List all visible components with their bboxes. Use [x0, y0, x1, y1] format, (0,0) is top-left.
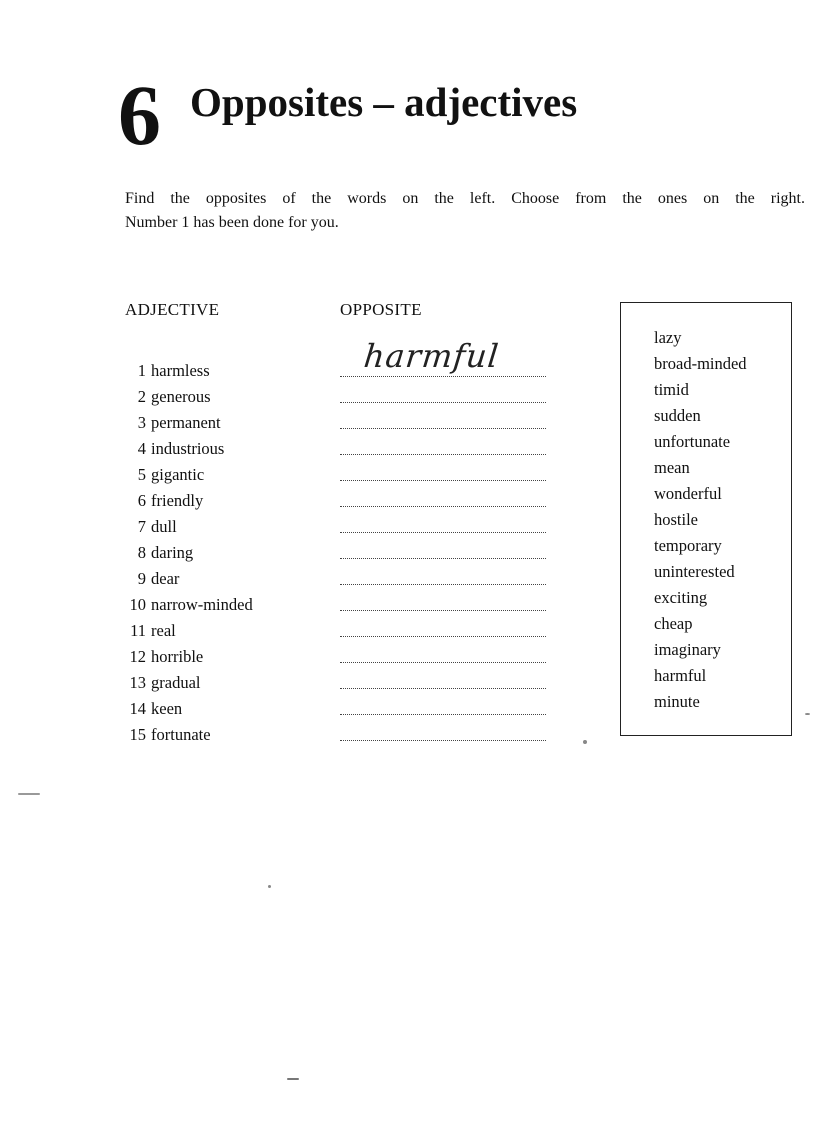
word-choice: mean: [654, 458, 690, 477]
exercise-row: [118, 436, 558, 462]
word-choice: temporary: [654, 536, 722, 555]
exercise-number: 7: [137, 517, 146, 536]
exercise-number: 4: [137, 439, 146, 458]
page-title: Opposites – adjectives: [190, 79, 578, 125]
exercise-adjective: harmless: [151, 361, 210, 380]
exercise-adjective: dull: [151, 517, 177, 536]
exercise-row: [118, 722, 558, 748]
answer-blank[interactable]: [340, 480, 546, 481]
exercise-number: 8: [137, 543, 146, 562]
exercise-number: 9: [137, 569, 146, 588]
scan-speck: [287, 1078, 299, 1080]
exercise-adjective: daring: [151, 543, 194, 562]
exercise-row: [118, 670, 558, 696]
word-choice: timid: [654, 380, 689, 399]
exercise-number: 5: [137, 465, 146, 484]
exercise-adjective: friendly: [151, 491, 204, 510]
exercise-adjective: real: [151, 621, 176, 640]
answer-blank[interactable]: [340, 506, 546, 507]
word-choice: broad-minded: [654, 354, 747, 373]
answer-blank[interactable]: [340, 532, 546, 533]
exercise-adjective: industrious: [151, 439, 225, 458]
word-choice: imaginary: [654, 640, 721, 659]
exercise-row: [118, 618, 558, 644]
exercise-row: [118, 696, 558, 722]
exercise-number: 1: [137, 361, 146, 380]
answer-blank[interactable]: [340, 714, 546, 715]
answer-blank[interactable]: [340, 376, 546, 377]
answer-blank[interactable]: [340, 662, 546, 663]
scan-speck: [805, 713, 810, 715]
exercise-number: 12: [129, 647, 146, 666]
word-choice: sudden: [654, 406, 701, 425]
exercise-row: [118, 592, 558, 618]
exercise-adjective: narrow-minded: [151, 595, 253, 614]
instructions-line-1: Find the opposites of the words on the left. Choose from the ones on the right.: [125, 190, 805, 207]
instructions: [125, 187, 805, 235]
exercise-row: [118, 566, 558, 592]
word-choice: lazy: [654, 328, 682, 347]
exercise-number: 14: [129, 699, 146, 718]
scan-speck: [268, 885, 271, 888]
exercise-adjective: gradual: [151, 673, 201, 692]
exercise-adjective: keen: [151, 699, 183, 718]
exercise-number: 3: [137, 413, 146, 432]
answer-blank[interactable]: [340, 636, 546, 637]
scan-speck: [18, 793, 40, 795]
answer-blank[interactable]: [340, 558, 546, 559]
word-choice: uninterested: [654, 562, 735, 581]
exercise-row: [118, 384, 558, 410]
answer-blank[interactable]: [340, 454, 546, 455]
exercise-number: 2: [137, 387, 146, 406]
exercise-row: [118, 410, 558, 436]
word-choice: wonderful: [654, 484, 722, 503]
exercise-number: 10: [129, 595, 146, 614]
exercise-adjective: fortunate: [151, 725, 211, 744]
opposite-column-header: OPPOSITE: [340, 300, 422, 319]
exercise-number: 13: [129, 673, 146, 692]
exercise-adjective: generous: [151, 387, 211, 406]
word-choices-box: [620, 302, 792, 736]
exercise-list: [118, 337, 558, 748]
exercise-adjective: horrible: [151, 647, 204, 666]
word-choice: unfortunate: [654, 432, 731, 451]
word-choice: exciting: [654, 588, 708, 607]
answer-blank[interactable]: [340, 428, 546, 429]
answer-blank[interactable]: [340, 610, 546, 611]
word-choices-list: [654, 325, 747, 715]
answer-blank[interactable]: [340, 402, 546, 403]
instructions-line-2: Number 1 has been done for you.: [125, 214, 339, 231]
chapter-number: 6: [118, 67, 159, 163]
adjective-column-header: ADJECTIVE: [125, 300, 220, 319]
exercise-adjective: permanent: [151, 413, 221, 432]
answer-blank[interactable]: [340, 740, 546, 741]
exercise-row: [118, 337, 558, 384]
word-choice: harmful: [654, 666, 707, 685]
exercise-row: [118, 462, 558, 488]
exercise-number: 6: [137, 491, 146, 510]
scan-speck: [583, 740, 587, 744]
exercise-row: [118, 514, 558, 540]
exercise-adjective: dear: [151, 569, 180, 588]
exercise-number: 11: [130, 621, 146, 640]
answer-blank[interactable]: [340, 688, 546, 689]
exercise-number: 15: [129, 725, 146, 744]
exercise-row: [118, 488, 558, 514]
word-choice: minute: [654, 692, 700, 711]
answer-blank[interactable]: [340, 584, 546, 585]
handwritten-answer: harmful: [362, 337, 502, 375]
word-choice: cheap: [654, 614, 693, 633]
exercise-adjective: gigantic: [151, 465, 205, 484]
exercise-row: [118, 644, 558, 670]
exercise-row: [118, 540, 558, 566]
word-choice: hostile: [654, 510, 698, 529]
